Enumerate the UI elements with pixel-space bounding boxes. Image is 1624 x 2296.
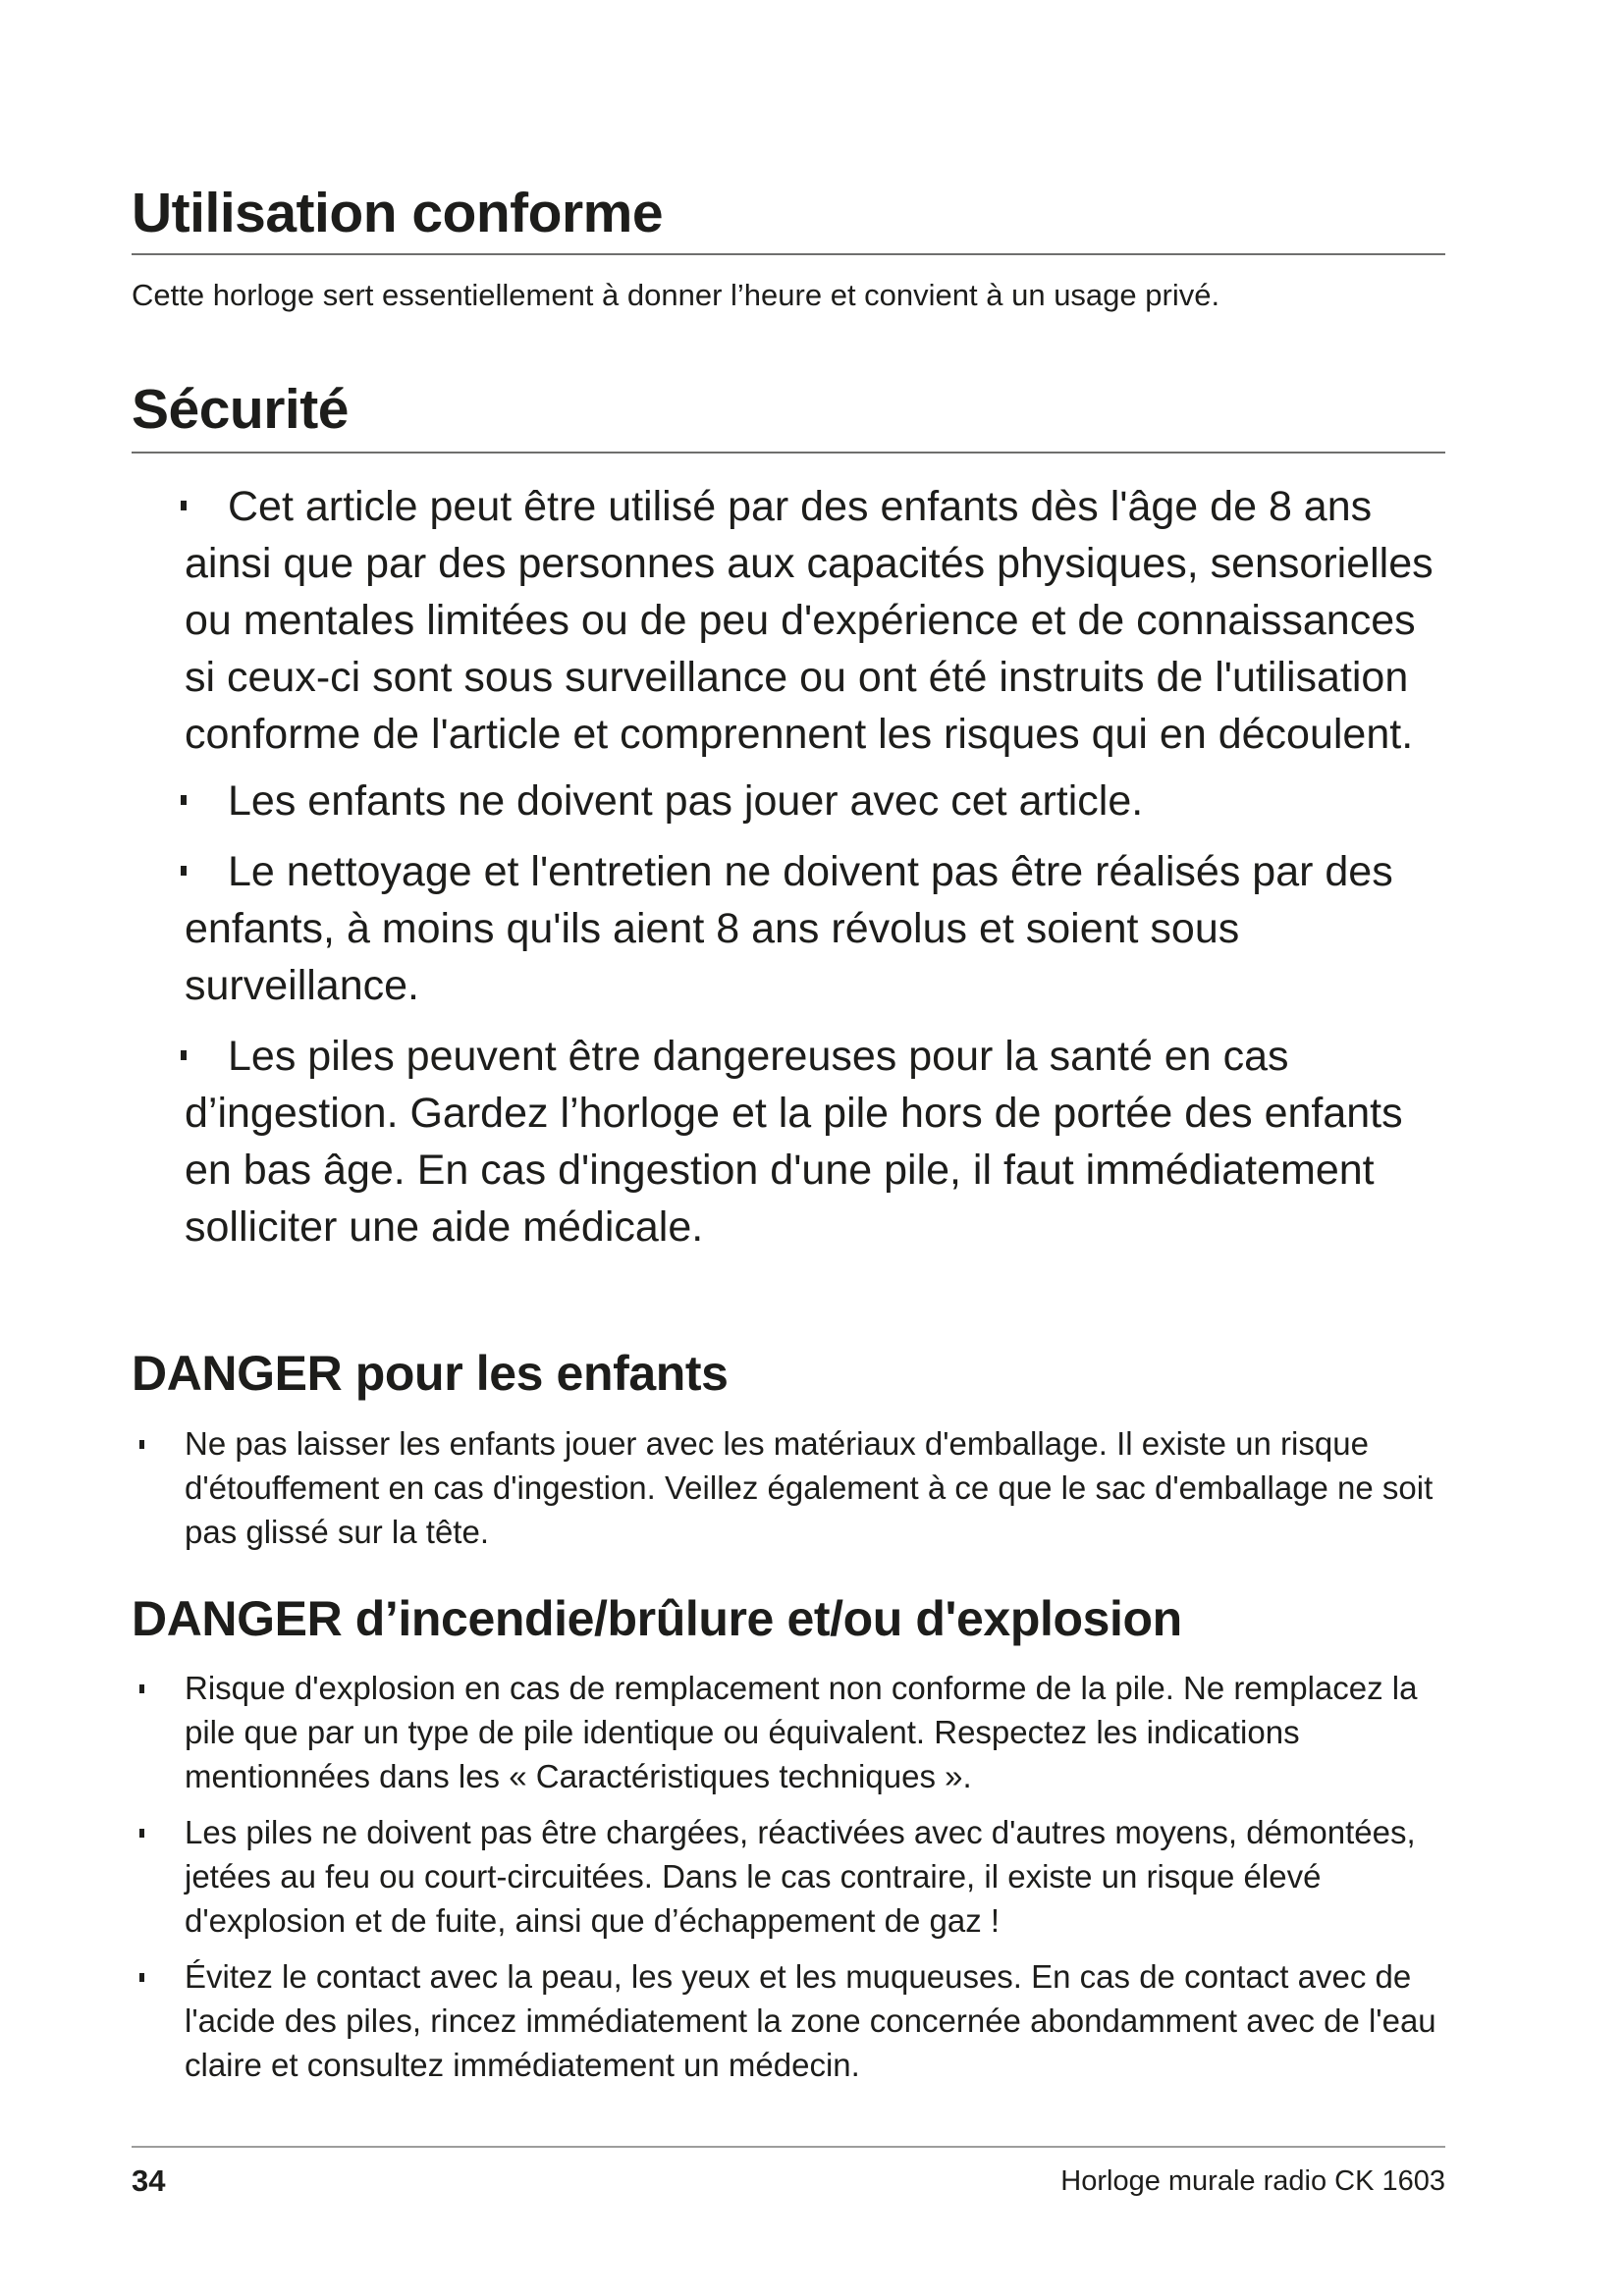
bullet-icon xyxy=(139,1440,144,1449)
list-item xyxy=(185,843,1441,1014)
intended-use-text: Cette horloge sert essentiellement à donner l’heure et convient à un usage privé. xyxy=(132,278,1220,312)
document-page xyxy=(132,0,1445,2296)
list-item-text: Ne pas laisser les enfants jouer avec les matériaux d'emballage. Il existe un risque d'étouffement en cas d'ingestion. Veillez également à ce que le sac d'emballage ne soit pas glissé sur la tête. xyxy=(185,1425,1434,1550)
danger-children-title: DANGER pour les enfants xyxy=(132,1346,729,1401)
list-item xyxy=(185,1421,1451,1554)
bullet-icon xyxy=(181,795,187,805)
title-divider xyxy=(132,452,1445,454)
safety-list xyxy=(185,478,1441,1261)
danger-fire-list xyxy=(185,1666,1451,2099)
list-item-text: Les enfants ne doivent pas jouer avec cet article. xyxy=(228,777,1144,825)
list-item-text: Le nettoyage et l'entretien ne doivent pas être réalisés par des enfants, à moins qu'ils aient 8 ans révolus et soient sous surveillance. xyxy=(185,848,1393,1009)
list-item xyxy=(185,1666,1451,1798)
list-item xyxy=(185,478,1441,763)
bullet-icon xyxy=(139,1684,144,1693)
list-item xyxy=(185,1028,1441,1255)
product-name: Horloge murale radio CK 1603 xyxy=(1060,2165,1445,2197)
bullet-icon xyxy=(181,866,187,876)
list-item-text: Évitez le contact avec la peau, les yeux et les muqueuses. En cas de contact avec de l'acide des piles, rincez immédiatement la zone concernée abondamment avec de l'eau claire et consultez immédiatement un médecin. xyxy=(185,1958,1436,2083)
danger-fire-title: DANGER d’incendie/brûlure et/ou d'explosion xyxy=(132,1591,1182,1646)
list-item xyxy=(185,773,1441,829)
list-item xyxy=(185,1810,1451,1943)
page-number: 34 xyxy=(132,2163,166,2198)
list-item-text: Cet article peut être utilisé par des enfants dès l'âge de 8 ans ainsi que par des personnes aux capacités physiques, sensorielles ou mentales limitées ou de peu d'expérience et de connaissances si ceux-ci sont sous surveillance ou ont été instruits de l'utilisation conforme de l'article et comprennent les risques qui en découlent. xyxy=(185,483,1434,758)
bullet-icon xyxy=(139,1829,144,1838)
bullet-icon xyxy=(139,1973,144,1982)
bullet-icon xyxy=(181,501,187,510)
list-item xyxy=(185,1954,1451,2087)
title-divider xyxy=(132,253,1445,255)
list-item-text: Risque d'explosion en cas de remplacement non conforme de la pile. Ne remplacez la pile que par un type de pile identique ou équivalent. Respectez les indications mentionnées dans les « Caractéristiques techniques ». xyxy=(185,1670,1418,1794)
bullet-icon xyxy=(181,1050,187,1060)
list-item-text: Les piles ne doivent pas être chargées, réactivées avec d'autres moyens, démontées, jetées au feu ou court-circuitées. Dans le cas contraire, il existe un risque élevé d'explosion et de fuite, ainsi que d’échappement de gaz ! xyxy=(185,1814,1416,1939)
intended-use-title: Utilisation conforme xyxy=(132,182,664,244)
safety-title: Sécurité xyxy=(132,378,349,441)
footer-divider xyxy=(132,2146,1445,2148)
list-item-text: Les piles peuvent être dangereuses pour la santé en cas d’ingestion. Gardez l’horloge et la pile hors de portée des enfants en bas âge. En cas d'ingestion d'une pile, il faut immédiatement solliciter une aide médicale. xyxy=(185,1033,1403,1251)
danger-children-list xyxy=(185,1421,1451,1566)
